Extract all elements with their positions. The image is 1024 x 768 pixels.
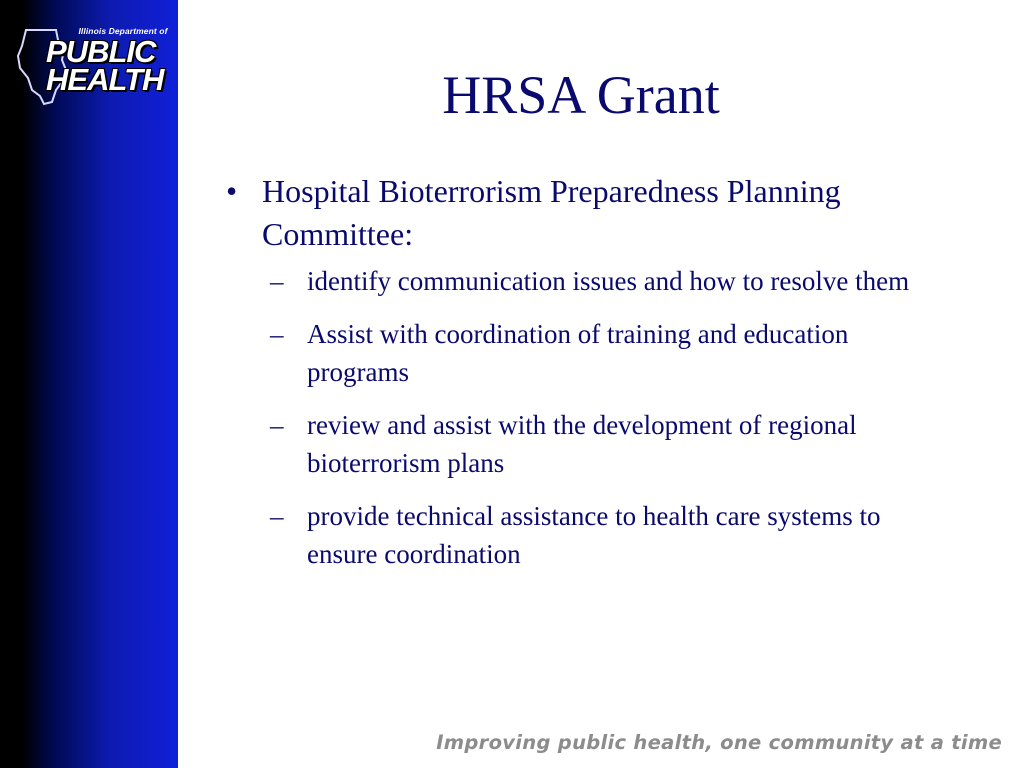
sub-bullet-item [262,315,916,391]
sub-bullet-item [262,406,916,482]
sub-bullet-text: Assist with coordination of training and education programs [307,319,849,387]
public-health-logo [12,22,172,104]
slide-title: HRSA Grant [442,65,720,125]
sub-bullet-item [262,262,916,300]
dash-mark: – [270,319,284,349]
bullet-text: Hospital Bioterrorism Preparedness Planning Committee: [262,173,841,252]
sub-bullet-item [262,497,916,573]
dash-mark: – [270,410,284,440]
sub-bullet-text: review and assist with the development of regional bioterrorism plans [307,410,857,478]
dash-mark: – [270,501,284,531]
slide-content [226,170,916,588]
bullet-item [226,170,916,256]
logo-health-text: HEALTH [46,62,164,97]
footer-tagline: Improving public health, one community at a time [436,731,1002,754]
sub-bullet-text: identify communication issues and how to resolve them [307,266,910,296]
sub-bullet-list [226,262,916,573]
dash-mark: – [270,266,284,296]
logo-public-text: PUBLIC [46,34,156,69]
sub-bullet-text: provide technical assistance to health care systems to ensure coordination [307,501,881,569]
logo-department-text: Illinois Department of [78,26,168,36]
sidebar-band [0,0,178,768]
bullet-mark: • [226,173,238,209]
